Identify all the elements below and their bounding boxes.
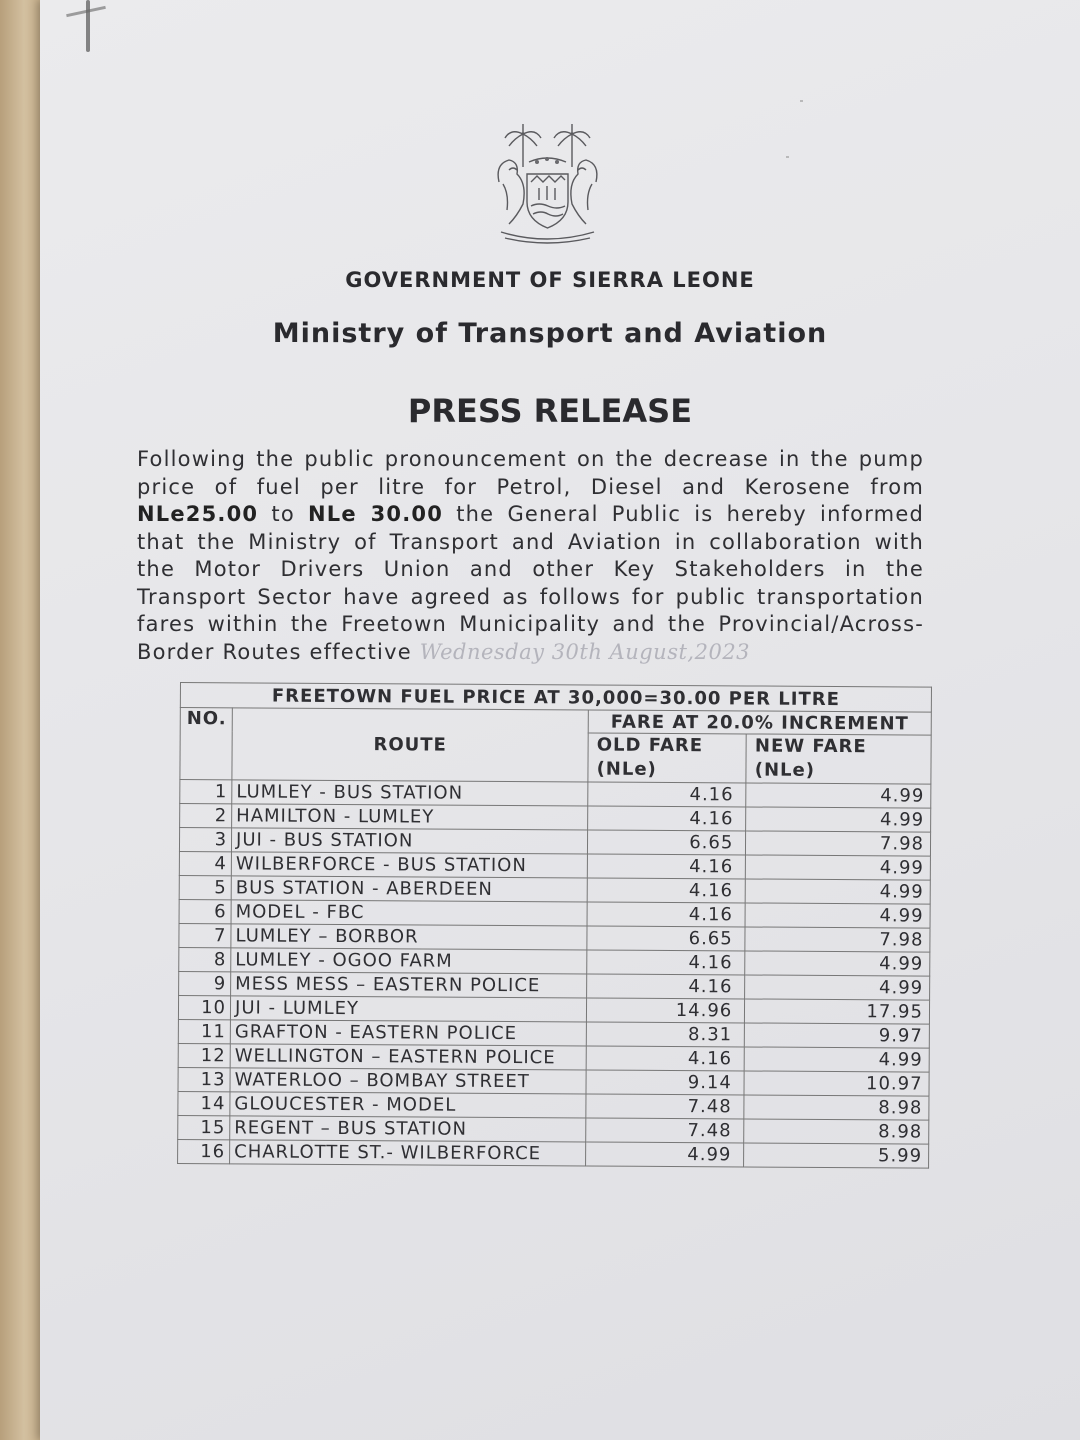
route-name: GLOUCESTER - MODEL: [230, 1092, 586, 1118]
old-fare: 4.16: [588, 782, 746, 807]
fare-table-title: FREETOWN FUEL PRICE AT 30,000=30.00 PER LITRE: [180, 683, 931, 713]
route-name: CHARLOTTE ST.- WILBERFORCE: [230, 1140, 586, 1166]
new-fare: 8.98: [744, 1095, 929, 1120]
new-fare: 7.98: [746, 831, 931, 856]
row-number: 12: [178, 1043, 230, 1067]
column-header-route: ROUTE: [232, 708, 589, 782]
old-fare: 4.16: [587, 854, 745, 879]
ministry-heading: Ministry of Transport and Aviation: [272, 318, 828, 349]
row-number: 5: [179, 875, 231, 899]
handwritten-effective-date: Wednesday 30th August,2023: [419, 639, 751, 664]
route-name: HAMILTON - LUMLEY: [232, 804, 588, 830]
old-fare: 6.65: [588, 830, 746, 855]
row-number: 9: [179, 971, 231, 995]
new-fare: 4.99: [745, 951, 930, 976]
body-text-part: to: [258, 502, 309, 526]
new-fare-unit: (NLe): [754, 759, 816, 781]
old-fare: 4.16: [587, 902, 745, 927]
row-number: 3: [179, 828, 231, 852]
route-name: LUMLEY - BUS STATION: [232, 780, 588, 806]
body-text-part: the General Public is hereby informed that the Ministry of Transport and Aviation in collaboration with the Motor Drivers Union and other Key Stakeholders in the Transport Sector have agreed as follows for public transportation fares within the Freetown Municipality and the Provincial/Across-Border Routes effective: [137, 502, 924, 664]
row-number: 2: [180, 804, 232, 828]
row-number: 10: [178, 995, 230, 1019]
old-fare-label: OLD FARE: [596, 734, 704, 757]
old-fare: 4.16: [587, 950, 745, 975]
row-number: 1: [180, 780, 232, 804]
row-number: 15: [178, 1115, 230, 1139]
paper-speck: [800, 100, 803, 102]
route-name: JUI - LUMLEY: [230, 996, 586, 1022]
pen-mark: [86, 0, 90, 52]
old-fare: 8.31: [586, 1022, 744, 1047]
old-fare: 4.99: [586, 1142, 744, 1167]
new-fare: 4.99: [746, 783, 931, 808]
paper-speck: [786, 156, 789, 158]
old-fare: 6.65: [587, 926, 745, 951]
row-number: 6: [179, 899, 231, 923]
column-header-old-fare: [588, 733, 746, 783]
fare-table: [177, 682, 932, 1169]
new-fare: 17.95: [745, 999, 930, 1024]
old-fare: 7.48: [586, 1118, 744, 1143]
old-fare: 4.16: [588, 806, 746, 831]
old-fare-unit: (NLe): [596, 758, 657, 780]
route-name: GRAFTON - EASTERN POLICE: [230, 1020, 586, 1046]
table-row: [178, 1139, 929, 1168]
row-number: 11: [178, 1019, 230, 1043]
row-number: 4: [179, 851, 231, 875]
coat-of-arms-icon: [485, 122, 610, 247]
body-text-part: Following the public pronouncement on the decrease in the pump price of fuel per litre for Petrol, Diesel and Kerosene from: [137, 447, 924, 499]
route-name: LUMLEY - OGOO FARM: [231, 948, 587, 974]
new-fare: 4.99: [745, 903, 930, 928]
route-name: JUI - BUS STATION: [231, 828, 587, 854]
old-fare: 4.16: [586, 1046, 744, 1071]
column-header-new-fare: [746, 734, 931, 784]
row-number: 7: [179, 923, 231, 947]
government-heading: GOVERNMENT OF SIERRA LEONE: [345, 268, 755, 292]
new-fare: 5.99: [744, 1143, 929, 1168]
new-fare-label: NEW FARE: [754, 735, 867, 758]
press-release-body: [137, 446, 924, 666]
fare-rows: [178, 780, 931, 1169]
press-release-title: PRESS RELEASE: [407, 392, 693, 430]
old-fare: 4.16: [587, 974, 745, 999]
new-fare: 4.99: [746, 855, 931, 880]
old-fare: 9.14: [586, 1070, 744, 1095]
new-fare: 4.99: [745, 975, 930, 1000]
new-fare: 10.97: [744, 1071, 929, 1096]
fuel-price-from: NLe25.00: [137, 502, 259, 526]
old-fare: 7.48: [586, 1094, 744, 1119]
route-name: WILBERFORCE - BUS STATION: [231, 852, 587, 878]
old-fare: 4.16: [587, 878, 745, 903]
new-fare: 4.99: [745, 879, 930, 904]
row-number: 13: [178, 1067, 230, 1091]
row-number: 8: [179, 947, 231, 971]
fuel-price-to: NLe 30.00: [308, 502, 444, 526]
new-fare: 4.99: [744, 1047, 929, 1072]
route-name: WATERLOO – BOMBAY STREET: [230, 1068, 586, 1094]
new-fare: 4.99: [746, 807, 931, 832]
column-header-increment: FARE AT 20.0% INCREMENT: [588, 710, 931, 735]
new-fare: 8.98: [744, 1119, 929, 1144]
new-fare: 7.98: [745, 927, 930, 952]
route-name: LUMLEY – BORBOR: [231, 924, 587, 950]
route-name: MODEL - FBC: [231, 900, 587, 926]
route-name: REGENT – BUS STATION: [230, 1116, 586, 1142]
row-number: 16: [178, 1139, 230, 1163]
route-name: MESS MESS – EASTERN POLICE: [231, 972, 587, 998]
route-name: WELLINGTON – EASTERN POLICE: [230, 1044, 586, 1070]
column-header-no: NO.: [180, 708, 232, 780]
row-number: 14: [178, 1091, 230, 1115]
route-name: BUS STATION - ABERDEEN: [231, 876, 587, 902]
old-fare: 14.96: [587, 998, 745, 1023]
new-fare: 9.97: [745, 1023, 930, 1048]
desk-surface: [0, 0, 40, 1440]
